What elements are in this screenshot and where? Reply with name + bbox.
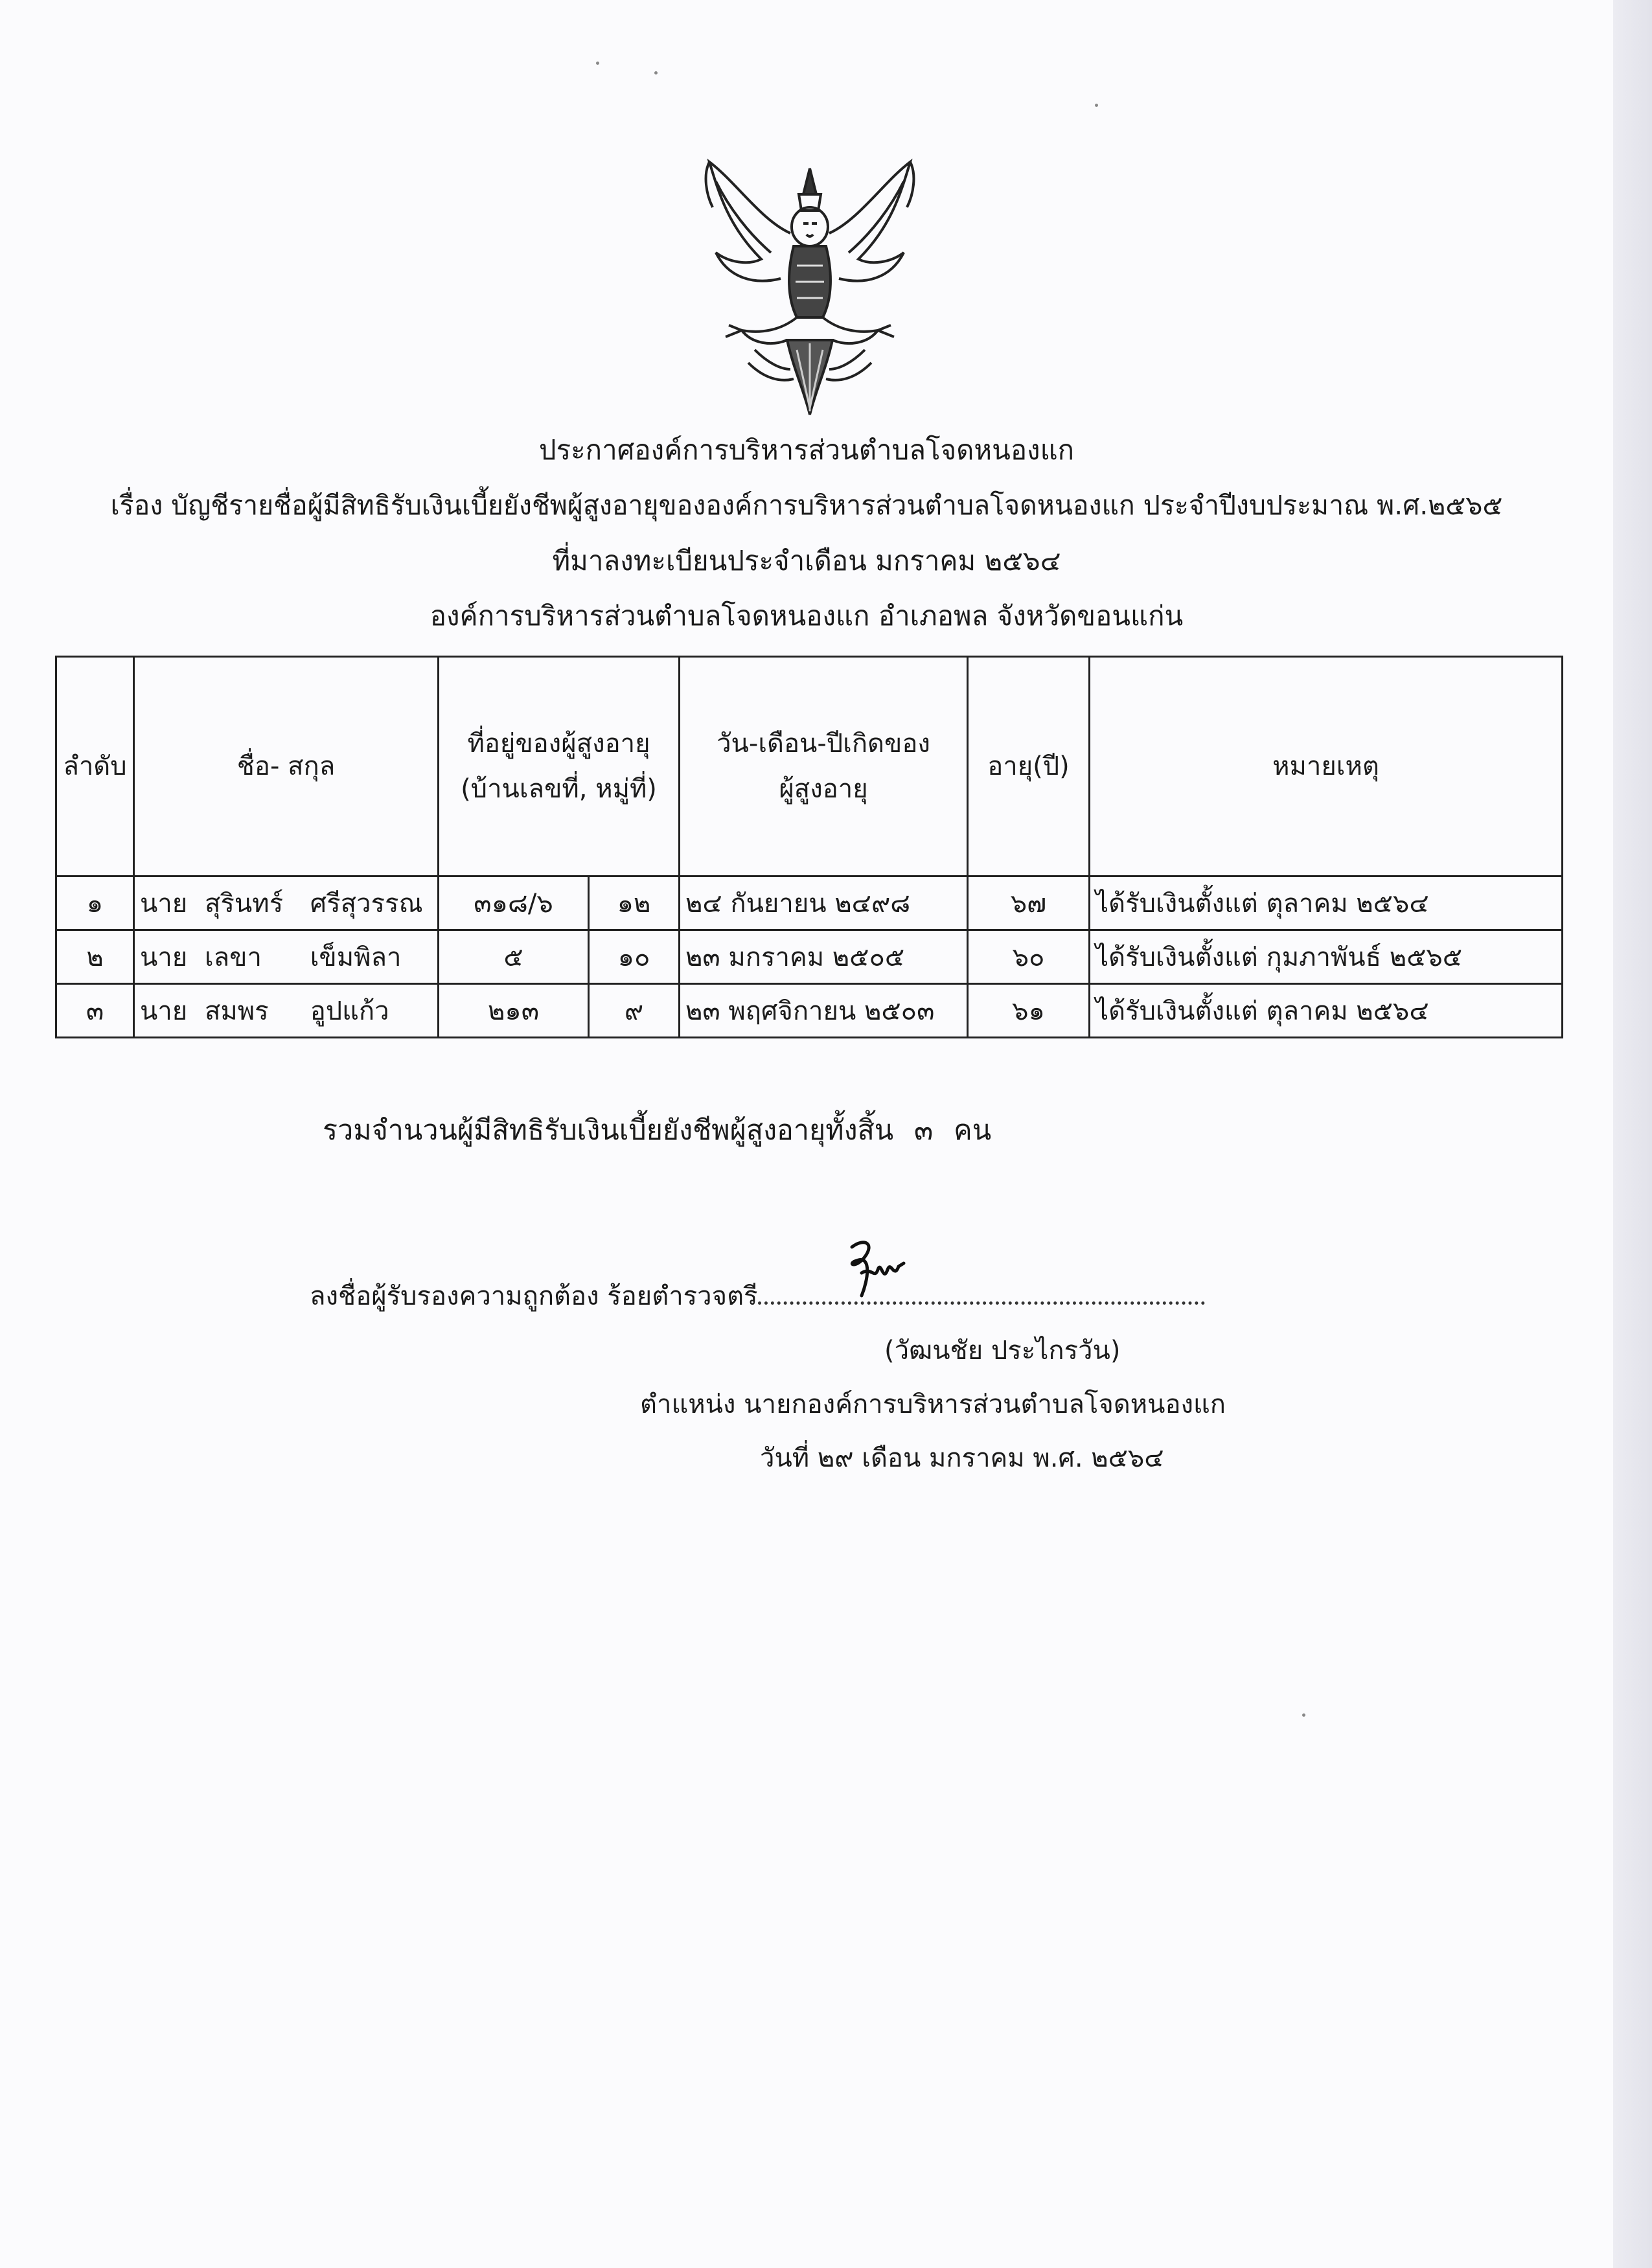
row-name bbox=[134, 930, 439, 984]
row-name bbox=[134, 984, 439, 1038]
scan-speck bbox=[596, 62, 599, 65]
table-row bbox=[56, 876, 1563, 930]
row-remark: ได้รับเงินตั้งแต่ ตุลาคม ๒๕๖๔ bbox=[1090, 876, 1563, 930]
row-birthdate: ๒๓ พฤศจิกายน ๒๕๐๓ bbox=[680, 984, 968, 1038]
row-order: ๓ bbox=[56, 984, 134, 1038]
first-name: สุรินทร์ bbox=[205, 889, 284, 919]
name-prefix: นาย bbox=[140, 889, 188, 919]
row-birthdate: ๒๔ กันยายน ๒๔๙๘ bbox=[680, 876, 968, 930]
row-name bbox=[134, 876, 439, 930]
header-name: ชื่อ- สกุล bbox=[134, 657, 439, 876]
first-name: สมพร bbox=[205, 996, 269, 1026]
scan-speck bbox=[1302, 1713, 1305, 1717]
header-birth-line2: ผู้สูงอายุ bbox=[779, 774, 868, 804]
row-order: ๑ bbox=[56, 876, 134, 930]
garuda-emblem-icon bbox=[690, 155, 930, 428]
last-name: อูปแก้ว bbox=[310, 996, 389, 1026]
signature-date: วันที่ ๒๙ เดือน มกราคม พ.ศ. ๒๕๖๔ bbox=[760, 1443, 1164, 1473]
row-age: ๖๗ bbox=[968, 876, 1090, 930]
row-remark: ได้รับเงินตั้งแต่ กุมภาพันธ์ ๒๕๖๕ bbox=[1090, 930, 1563, 984]
name-prefix: นาย bbox=[140, 996, 188, 1026]
announcement-subject: เรื่อง บัญชีรายชื่อผู้มีสิทธิรับเงินเบี้ยยังชีพผู้สูงอายุขององค์การบริหารส่วนตำบลโจดหนองแก ประจำปีงบประมาณ พ.ศ.๒๕๖๕ bbox=[110, 490, 1503, 521]
name-prefix: นาย bbox=[140, 943, 188, 972]
last-name: เข็มพิลา bbox=[310, 943, 402, 972]
header-address bbox=[439, 657, 680, 876]
handwritten-signature-icon bbox=[839, 1234, 910, 1312]
header-order: ลำดับ bbox=[56, 657, 134, 876]
certification-line bbox=[310, 1275, 1205, 1316]
signer-name: (วัฒนชัย ประไกรวัน) bbox=[884, 1336, 1121, 1366]
total-text: รวมจำนวนผู้มีสิทธิรับเงินเบี้ยยังชีพผู้สูงอายุทั้งสิ้น bbox=[323, 1114, 894, 1147]
last-name: ศรีสุวรรณ bbox=[310, 889, 423, 919]
row-age: ๖๑ bbox=[968, 984, 1090, 1038]
total-count: ๓ bbox=[913, 1114, 934, 1147]
signature-dotted-line bbox=[758, 1279, 1205, 1305]
header-address-line1: ที่อยู่ของผู้สูงอายุ bbox=[467, 729, 650, 759]
row-moo: ๑๐ bbox=[589, 930, 680, 984]
total-summary bbox=[323, 1108, 1003, 1152]
row-age: ๖๐ bbox=[968, 930, 1090, 984]
scan-edge bbox=[1613, 0, 1652, 2268]
row-remark: ได้รับเงินตั้งแต่ ตุลาคม ๒๕๖๔ bbox=[1090, 984, 1563, 1038]
header-address-line2: (บ้านเลขที่, หมู่ที่) bbox=[461, 774, 657, 804]
scan-speck bbox=[654, 71, 658, 74]
beneficiary-table bbox=[55, 656, 1563, 1038]
row-order: ๒ bbox=[56, 930, 134, 984]
signer-position: ตำแหน่ง นายกองค์การบริหารส่วนตำบลโจดหนองแก bbox=[640, 1390, 1226, 1419]
announcement-title: ประกาศองค์การบริหารส่วนตำบลโจดหนองแก bbox=[538, 434, 1075, 466]
table-header-row bbox=[56, 657, 1563, 876]
header-remark: หมายเหตุ bbox=[1090, 657, 1563, 876]
first-name: เลขา bbox=[205, 943, 262, 972]
total-unit: คน bbox=[953, 1114, 992, 1147]
header-birth-line1: วัน-เดือน-ปีเกิดของ bbox=[717, 729, 930, 759]
table-row bbox=[56, 930, 1563, 984]
scan-speck bbox=[1095, 104, 1098, 107]
header-birthdate bbox=[680, 657, 968, 876]
row-house-number: ๒๑๓ bbox=[439, 984, 589, 1038]
organization-line: องค์การบริหารส่วนตำบลโจดหนองแก อำเภอพล จังหวัดขอนแก่น bbox=[430, 600, 1184, 632]
row-moo: ๑๒ bbox=[589, 876, 680, 930]
row-moo: ๙ bbox=[589, 984, 680, 1038]
header-age: อายุ(ปี) bbox=[968, 657, 1090, 876]
certification-label: ลงชื่อผู้รับรองความถูกต้อง ร้อยตำรวจตรี bbox=[310, 1281, 758, 1311]
row-birthdate: ๒๓ มกราคม ๒๕๐๕ bbox=[680, 930, 968, 984]
row-house-number: ๕ bbox=[439, 930, 589, 984]
row-house-number: ๓๑๘/๖ bbox=[439, 876, 589, 930]
table-row bbox=[56, 984, 1563, 1038]
registration-period: ที่มาลงทะเบียนประจำเดือน มกราคม ๒๕๖๔ bbox=[552, 545, 1061, 577]
